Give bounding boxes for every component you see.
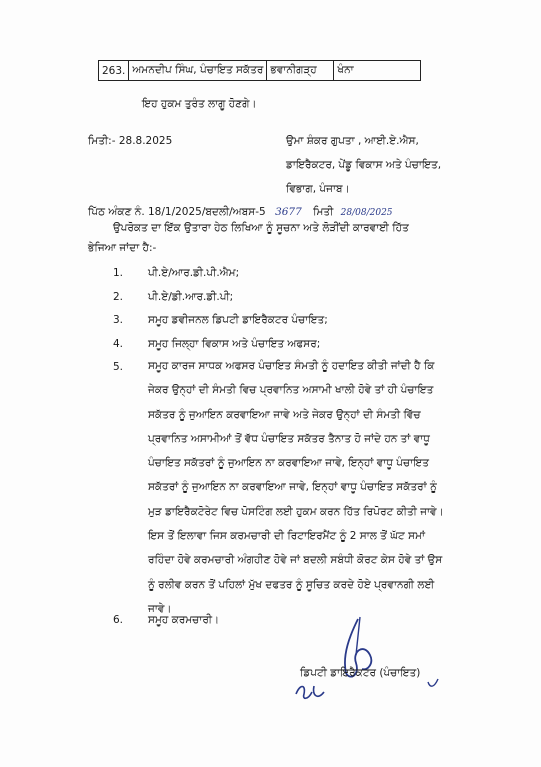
initials-mark	[292, 680, 332, 704]
item5-line: ਨੂੰ ਰਲੀਵ ਕਰਨ ਤੋਂ ਪਹਿਲਾਂ ਮੁੱਖ ਦਫਤਰ ਨੂੰ ਸੂਚਿਤ ਕਰਦੇ ਹੋਏ ਪ੍ਰਵਾਨਗੀ ਲਈ	[148, 578, 435, 591]
deputy-signatory: ਡਿਪਟੀ ਡਾਇਰੈਕਟਰ (ਪੰਚਾਇਤ)	[300, 667, 421, 679]
endorsement-line2: ਭੇਜਿਆ ਜਾਂਦਾ ਹੈ:-	[88, 242, 157, 254]
recipient-item: ਸਮੂਹ ਡਵੀਜਨਲ ਡਿਪਟੀ ਡਾਇਰੈਕਟਰ ਪੰਚਾਇਤ;	[148, 314, 328, 326]
signatory-designation: ਡਾਇਰੈਕਟਰ, ਪੇਂਡੂ ਵਿਕਾਸ ਅਤੇ ਪੰਚਾਇਤ,	[286, 159, 442, 171]
item5-paragraph	[148, 354, 516, 621]
table-row	[99, 61, 421, 81]
item5-line: ਮੁੜ ਡਾਇਰੈਕਟੋਰੇਟ ਵਿਚ ਪੋਸਟਿੰਗ ਲਈ ਹੁਕਮ ਕਰਨ ਹਿੱਤ ਰਿਪੋਰਟ ਕੀਤੀ ਜਾਵੇ।	[148, 505, 444, 518]
endorsement-handwritten-number: 3677	[275, 206, 302, 218]
item5-line: ਜਾਵੇ।	[148, 602, 172, 615]
signatory-department: ਵਿਭਾਗ, ਪੰਜਾਬ।	[286, 183, 350, 195]
tick-mark	[426, 676, 440, 690]
endorsement-line1: ਉਪਰੋਕਤ ਦਾ ਇੱਕ ਉਤਾਰਾ ਹੇਠ ਲਿਖਿਆ ਨੂੰ ਸੂਚਨਾ ਅਤੇ ਲੋੜੀਂਦੀ ਕਾਰਵਾਈ ਹਿੱਤ	[113, 222, 409, 234]
item5-line: ਸਕੱਤਰ ਨੂੰ ਜੁਆਇਨ ਕਰਵਾਇਆ ਜਾਵੇ ਅਤੇ ਜੇਕਰ ਉਨ੍ਹਾਂ ਦੀ ਸੰਮਤੀ ਵਿੱਚ	[148, 408, 421, 421]
item5-line: ਰਹਿੰਦਾ ਹੋਵੇ ਕਰਮਚਾਰੀ ਅੰਗਹੀਣ ਹੋਵੇ ਜਾਂ ਬਦਲੀ ਸਬੰਧੀ ਕੋਰਟ ਕੇਸ ਹੋਵੇ ਤਾਂ ਉਸ	[148, 554, 443, 567]
recipient-item: ਸਮੂਹ ਜਿਲ੍ਹਾ ਵਿਕਾਸ ਅਤੇ ਪੰਚਾਇਤ ਅਫਸਰ;	[148, 338, 321, 350]
order-effect-text: ਇਹ ਹੁਕਮ ਤੁਰੰਤ ਲਾਗੂ ਹੋਣਗੇ।	[142, 98, 257, 110]
order-date: ਮਿਤੀ:- 28.8.2025	[88, 135, 173, 147]
recipient-number: 6.	[113, 614, 124, 626]
recipient-item: ਪੀ.ਏ/ਆਰ.ਡੀ.ਪੀ.ਐਮ;	[148, 267, 240, 279]
endorsement-date-label: ਮਿਤੀ	[313, 206, 334, 218]
signatory-name: ਉਮਾ ਸ਼ੰਕਰ ਗੁਪਤਾ , ਆਈ.ਏ.ਐਸ,	[286, 135, 419, 147]
item5-line: ਇਸ ਤੋਂ ਇਲਾਵਾ ਜਿਸ ਕਰਮਚਾਰੀ ਦੀ ਰਿਟਾਇਰਮੈਂਟ ਨੂੰ 2 ਸਾਲ ਤੋਂ ਘੱਟ ਸਮਾਂ	[148, 530, 425, 543]
sr-cell: 263.	[99, 61, 129, 81]
recipient-number: 1.	[113, 267, 124, 279]
recipient-number: 3.	[113, 314, 124, 326]
endorsement-prefix: ਪਿੱਠ ਅੰਕਣ ਨੰ. 18/1/2025/ਬਦਲੀ/ਅਬਸ-5	[88, 206, 266, 218]
recipient-item: ਸਮੂਹ ਕਰਮਚਾਰੀ।	[148, 614, 220, 626]
recipient-number: 2.	[113, 291, 124, 303]
block-cell: ਭਵਾਨੀਗੜ੍ਹ	[267, 61, 334, 81]
item5-line: ਸਮੂਹ ਕਾਰਜ ਸਾਧਕ ਅਫਸਰ ਪੰਚਾਇਤ ਸੰਮਤੀ ਨੂੰ ਹਦਾਇਤ ਕੀਤੀ ਜਾਂਦੀ ਹੈ ਕਿ	[148, 360, 435, 372]
transfer-table	[98, 60, 421, 81]
district-cell: ਖੰਨਾ	[334, 61, 421, 81]
item5-line: ਪੰਚਾਇਤ ਸਕੱਤਰਾਂ ਨੂੰ ਜੁਆਇਨ ਨਾ ਕਰਵਾਇਆ ਜਾਵੇ, ਇਨ੍ਹਾਂ ਵਾਧੂ ਪੰਚਾਇਤ	[148, 457, 430, 470]
name-cell: ਅਮਨਦੀਪ ਸਿੰਘ, ਪੰਚਾਇਤ ਸਕੱਤਰ	[129, 61, 267, 81]
endorsement-number	[88, 206, 393, 220]
recipient-number: 4.	[113, 338, 124, 350]
item5-line: ਪ੍ਰਵਾਨਿਤ ਅਸਾਮੀਆਂ ਤੋਂ ਵੱਧ ਪੰਚਾਇਤ ਸਕੱਤਰ ਤੈਨਾਤ ਹੋ ਜਾਂਦੇ ਹਨ ਤਾਂ ਵਾਧੂ	[148, 432, 430, 445]
item5-line: ਜੇਕਰ ਉਨ੍ਹਾਂ ਦੀ ਸੰਮਤੀ ਵਿਚ ਪ੍ਰਵਾਨਿਤ ਅਸਾਮੀ ਖਾਲੀ ਹੋਵੇ ਤਾਂ ਹੀ ਪੰਚਾਇਤ	[148, 384, 434, 397]
item5-line: ਸਕੱਤਰਾਂ ਨੂੰ ਜੁਆਇਨ ਨਾ ਕਰਵਾਇਆ ਜਾਵੇ, ਇਨ੍ਹਾਂ ਵਾਧੂ ਪੰਚਾਇਤ ਸਕੱਤਰਾਂ ਨੂੰ	[148, 481, 437, 494]
recipient-item: ਪੀ.ਏ/ਡੀ.ਆਰ.ਡੀ.ਪੀ;	[148, 291, 234, 303]
endorsement-handwritten-date: 28/08/2025	[340, 208, 393, 218]
recipient-number: 5.	[113, 361, 124, 373]
